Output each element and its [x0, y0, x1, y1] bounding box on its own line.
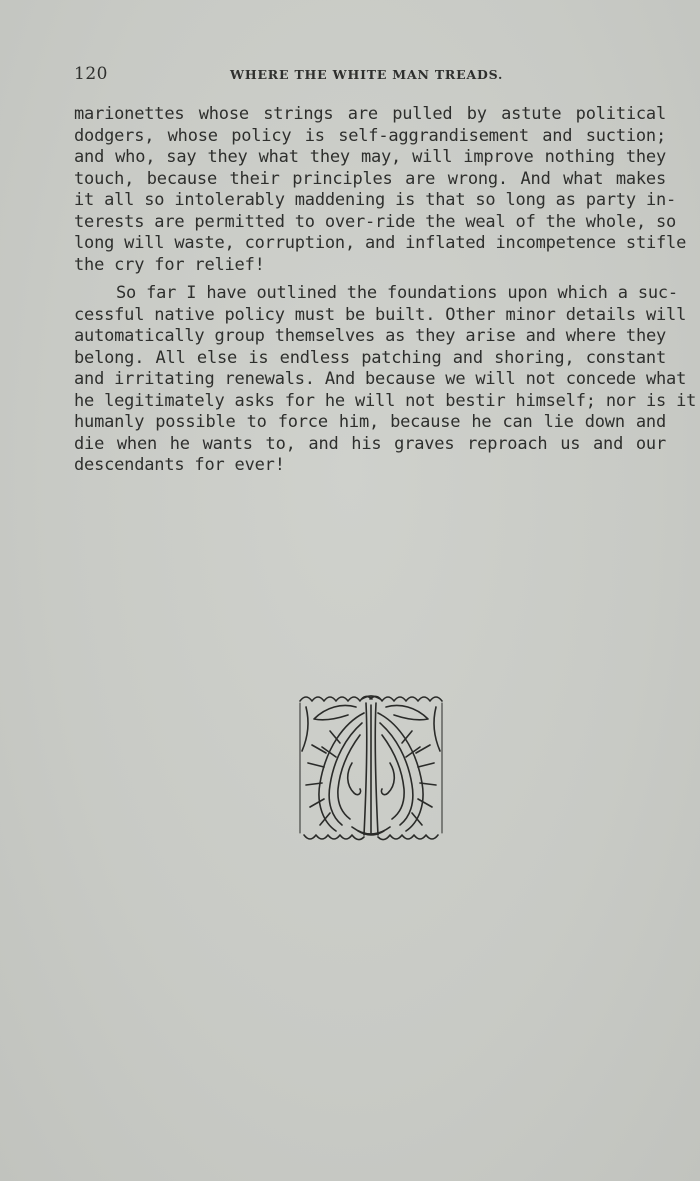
page-number: 120: [74, 64, 108, 84]
text-line: descendants for ever!: [74, 455, 285, 475]
text-line: the cry for relief!: [74, 254, 265, 275]
page-header: [74, 64, 666, 88]
text-line: touch, because their principles are wrong. And what makes: [74, 168, 666, 189]
text-line: belong. All else is endless patching and shoring, constant: [74, 347, 666, 368]
text-line: dodgers, whose policy is self-aggrandisement and suction;: [74, 125, 666, 146]
paragraph-gap: [74, 276, 666, 283]
paragraph-1: [74, 104, 687, 276]
art-nouveau-tailpiece-ornament-icon: [296, 693, 446, 843]
text-line: automatically group themselves as they arise and where they: [74, 326, 667, 346]
text-line: he legitimately asks for he will not bestir himself; nor is it: [74, 390, 697, 411]
text-line: die when he wants to, and his graves reproach us and our: [74, 433, 666, 454]
text-line: cessful native policy must be built. Other minor details will: [74, 304, 687, 325]
text-line: marionettes whose strings are pulled by astute political: [74, 104, 666, 124]
text-line: it all so intolerably maddening is that so long as party in-: [74, 190, 677, 210]
text-line: and irritating renewals. And because we will not concede what: [74, 369, 687, 389]
text-line: and who, say they what they may, will improve nothing they: [74, 147, 666, 167]
text-line: So far I have outlined the foundations upon which a suc-: [116, 283, 678, 303]
paragraph-2: [74, 283, 697, 477]
body-text: [74, 104, 697, 477]
text-line: humanly possible to force him, because he can lie down and: [74, 412, 666, 432]
text-line: terests are permitted to over-ride the weal of the whole, so: [74, 211, 677, 232]
running-head: WHERE THE WHITE MAN TREADS.: [230, 67, 504, 82]
text-line: long will waste, corruption, and inflated incompetence stifle: [74, 233, 687, 253]
